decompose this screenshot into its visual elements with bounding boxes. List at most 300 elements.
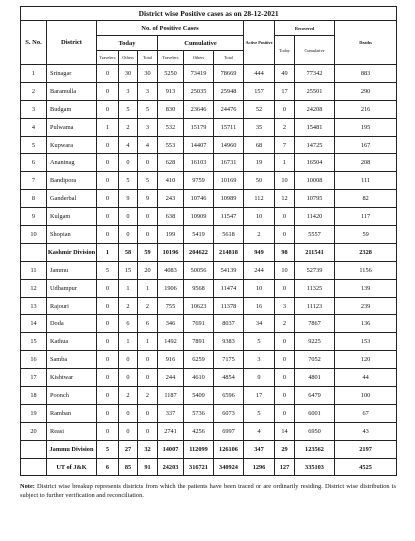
recovered-cumulative-cell: 11123 bbox=[295, 297, 335, 315]
cum-others-cell: 10909 bbox=[184, 208, 214, 226]
sno-cell: 7 bbox=[21, 172, 47, 190]
recovered-today-cell: 2 bbox=[275, 315, 295, 333]
today-total-cell: 9 bbox=[138, 190, 158, 208]
today-others-cell: 0 bbox=[119, 351, 138, 369]
table-title: District wise Positive cases as on 28-12-2021 bbox=[21, 7, 397, 21]
today-travelers-cell: 0 bbox=[97, 297, 119, 315]
cum-total-cell: 126106 bbox=[214, 440, 244, 458]
sno-cell: 4 bbox=[21, 118, 47, 136]
recovered-today-cell: 3 bbox=[275, 297, 295, 315]
recovered-today-cell: 29 bbox=[275, 440, 295, 458]
cum-others-cell: 7691 bbox=[184, 315, 214, 333]
cum-total-cell: 214818 bbox=[214, 243, 244, 261]
cum-others-cell: 204622 bbox=[184, 243, 214, 261]
today-others-cell: 2 bbox=[119, 118, 138, 136]
district-cell: Baramulla bbox=[47, 82, 97, 100]
recovered-today-cell: 1 bbox=[275, 154, 295, 172]
deaths-cell: 100 bbox=[335, 387, 397, 405]
recovered-today-cell: 10 bbox=[275, 172, 295, 190]
table-row bbox=[21, 226, 397, 244]
active-cell: 68 bbox=[244, 136, 275, 154]
recovered-cumulative-cell: 211541 bbox=[295, 243, 335, 261]
cum-total-cell: 6997 bbox=[214, 422, 244, 440]
sno-cell: 10 bbox=[21, 226, 47, 244]
today-travelers-cell: 0 bbox=[97, 136, 119, 154]
district-cell: Kulgam bbox=[47, 208, 97, 226]
cum-travelers-cell: 337 bbox=[158, 404, 184, 422]
today-travelers-cell: 0 bbox=[97, 190, 119, 208]
deaths-cell: 2197 bbox=[335, 440, 397, 458]
active-cell: 50 bbox=[244, 172, 275, 190]
cum-travelers-cell: 4083 bbox=[158, 261, 184, 279]
sno-cell: 3 bbox=[21, 100, 47, 118]
recovered-cumulative-cell: 6479 bbox=[295, 387, 335, 405]
cum-total-cell: 15711 bbox=[214, 118, 244, 136]
today-travelers-cell: 0 bbox=[97, 208, 119, 226]
today-total-cell: 1 bbox=[138, 279, 158, 297]
table-row bbox=[21, 387, 397, 405]
header-today-total: Total bbox=[138, 51, 158, 65]
recovered-cumulative-cell: 5557 bbox=[295, 226, 335, 244]
recovered-cumulative-cell: 15481 bbox=[295, 118, 335, 136]
cum-travelers-cell: 2741 bbox=[158, 422, 184, 440]
recovered-today-cell: 17 bbox=[275, 82, 295, 100]
active-cell: 17 bbox=[244, 387, 275, 405]
cum-travelers-cell: 346 bbox=[158, 315, 184, 333]
cum-others-cell: 50056 bbox=[184, 261, 214, 279]
header-recovered-cumulative: Cumulative bbox=[295, 36, 335, 65]
header-today-travelers: Travelers bbox=[97, 51, 119, 65]
recovered-cumulative-cell: 16504 bbox=[295, 154, 335, 172]
today-total-cell: 5 bbox=[138, 100, 158, 118]
district-cell: Kathua bbox=[47, 333, 97, 351]
recovered-cumulative-cell: 7867 bbox=[295, 315, 335, 333]
cum-total-cell: 6073 bbox=[214, 404, 244, 422]
active-cell: 4 bbox=[244, 422, 275, 440]
sno-cell: 17 bbox=[21, 369, 47, 387]
deaths-cell: 208 bbox=[335, 154, 397, 172]
today-travelers-cell: 0 bbox=[97, 172, 119, 190]
table-row bbox=[21, 190, 397, 208]
deaths-cell: 239 bbox=[335, 297, 397, 315]
sno-cell bbox=[21, 440, 47, 458]
cum-others-cell: 5736 bbox=[184, 404, 214, 422]
cum-others-cell: 15179 bbox=[184, 118, 214, 136]
cum-travelers-cell: 410 bbox=[158, 172, 184, 190]
cum-total-cell: 5618 bbox=[214, 226, 244, 244]
district-cell: Kishtwar bbox=[47, 369, 97, 387]
cum-total-cell: 14960 bbox=[214, 136, 244, 154]
recovered-today-cell: 0 bbox=[275, 369, 295, 387]
cum-total-cell: 8037 bbox=[214, 315, 244, 333]
today-travelers-cell: 0 bbox=[97, 315, 119, 333]
grand-total-row bbox=[21, 458, 397, 476]
active-cell: 5 bbox=[244, 404, 275, 422]
recovered-cumulative-cell: 24208 bbox=[295, 100, 335, 118]
deaths-cell: 117 bbox=[335, 208, 397, 226]
table-row bbox=[21, 297, 397, 315]
division-total-row bbox=[21, 440, 397, 458]
sno-cell: 16 bbox=[21, 351, 47, 369]
cum-travelers-cell: 532 bbox=[158, 118, 184, 136]
recovered-cumulative-cell: 9225 bbox=[295, 333, 335, 351]
district-cell: Doda bbox=[47, 315, 97, 333]
today-travelers-cell: 0 bbox=[97, 351, 119, 369]
recovered-today-cell: 0 bbox=[275, 279, 295, 297]
deaths-cell: 82 bbox=[335, 190, 397, 208]
cum-others-cell: 10623 bbox=[184, 297, 214, 315]
cum-others-cell: 25035 bbox=[184, 82, 214, 100]
cum-travelers-cell: 553 bbox=[158, 136, 184, 154]
today-others-cell: 58 bbox=[119, 243, 138, 261]
today-travelers-cell: 0 bbox=[97, 404, 119, 422]
active-cell: 52 bbox=[244, 100, 275, 118]
district-cell: Anantnag bbox=[47, 154, 97, 172]
cum-total-cell: 78669 bbox=[214, 65, 244, 83]
deaths-cell: 1156 bbox=[335, 261, 397, 279]
today-travelers-cell: 0 bbox=[97, 226, 119, 244]
today-total-cell: 4 bbox=[138, 136, 158, 154]
today-travelers-cell: 1 bbox=[97, 243, 119, 261]
recovered-today-cell: 0 bbox=[275, 100, 295, 118]
active-cell: 3 bbox=[244, 351, 275, 369]
header-deaths: Deaths bbox=[335, 21, 397, 65]
today-others-cell: 27 bbox=[119, 440, 138, 458]
cum-total-cell: 4854 bbox=[214, 369, 244, 387]
today-travelers-cell: 0 bbox=[97, 387, 119, 405]
cum-total-cell: 10169 bbox=[214, 172, 244, 190]
sno-cell: 8 bbox=[21, 190, 47, 208]
cum-others-cell: 9568 bbox=[184, 279, 214, 297]
table-row bbox=[21, 65, 397, 83]
deaths-cell: 195 bbox=[335, 118, 397, 136]
today-total-cell: 0 bbox=[138, 369, 158, 387]
cum-total-cell: 54139 bbox=[214, 261, 244, 279]
deaths-cell: 139 bbox=[335, 279, 397, 297]
table-row bbox=[21, 261, 397, 279]
today-total-cell: 0 bbox=[138, 404, 158, 422]
today-travelers-cell: 0 bbox=[97, 422, 119, 440]
today-total-cell: 30 bbox=[138, 65, 158, 83]
cum-travelers-cell: 5250 bbox=[158, 65, 184, 83]
recovered-today-cell: 0 bbox=[275, 208, 295, 226]
cum-travelers-cell: 10196 bbox=[158, 243, 184, 261]
cum-others-cell: 16103 bbox=[184, 154, 214, 172]
header-sno: S. No. bbox=[21, 21, 47, 65]
deaths-cell: 153 bbox=[335, 333, 397, 351]
today-total-cell: 32 bbox=[138, 440, 158, 458]
today-total-cell: 20 bbox=[138, 261, 158, 279]
header-cumulative: Cumulative bbox=[158, 36, 244, 51]
cum-travelers-cell: 913 bbox=[158, 82, 184, 100]
sno-cell: 18 bbox=[21, 387, 47, 405]
cum-travelers-cell: 24203 bbox=[158, 458, 184, 476]
today-total-cell: 1 bbox=[138, 333, 158, 351]
deaths-cell: 44 bbox=[335, 369, 397, 387]
district-cell: Srinagar bbox=[47, 65, 97, 83]
cum-others-cell: 14407 bbox=[184, 136, 214, 154]
cum-total-cell: 7175 bbox=[214, 351, 244, 369]
today-travelers-cell: 0 bbox=[97, 369, 119, 387]
cum-others-cell: 5409 bbox=[184, 387, 214, 405]
sno-cell: 12 bbox=[21, 279, 47, 297]
cum-total-cell: 11378 bbox=[214, 297, 244, 315]
cum-others-cell: 10746 bbox=[184, 190, 214, 208]
sno-cell: 5 bbox=[21, 136, 47, 154]
today-others-cell: 0 bbox=[119, 226, 138, 244]
cum-travelers-cell: 199 bbox=[158, 226, 184, 244]
recovered-cumulative-cell: 4801 bbox=[295, 369, 335, 387]
today-travelers-cell: 1 bbox=[97, 118, 119, 136]
today-others-cell: 85 bbox=[119, 458, 138, 476]
recovered-today-cell: 2 bbox=[275, 118, 295, 136]
recovered-today-cell: 0 bbox=[275, 387, 295, 405]
recovered-cumulative-cell: 52739 bbox=[295, 261, 335, 279]
recovered-cumulative-cell: 14725 bbox=[295, 136, 335, 154]
cum-travelers-cell: 638 bbox=[158, 208, 184, 226]
today-others-cell: 6 bbox=[119, 315, 138, 333]
sno-cell: 9 bbox=[21, 208, 47, 226]
recovered-today-cell: 98 bbox=[275, 243, 295, 261]
today-total-cell: 3 bbox=[138, 82, 158, 100]
district-cell: Poonch bbox=[47, 387, 97, 405]
recovered-today-cell: 10 bbox=[275, 261, 295, 279]
header-today-others: Others bbox=[119, 51, 138, 65]
today-total-cell: 3 bbox=[138, 118, 158, 136]
recovered-cumulative-cell: 11325 bbox=[295, 279, 335, 297]
recovered-cumulative-cell: 25501 bbox=[295, 82, 335, 100]
header-recovered: Recovered bbox=[275, 21, 335, 36]
recovered-today-cell: 0 bbox=[275, 404, 295, 422]
today-total-cell: 0 bbox=[138, 351, 158, 369]
table-row bbox=[21, 404, 397, 422]
cum-travelers-cell: 14007 bbox=[158, 440, 184, 458]
cum-others-cell: 112099 bbox=[184, 440, 214, 458]
district-cell: Rajouri bbox=[47, 297, 97, 315]
today-others-cell: 4 bbox=[119, 136, 138, 154]
cum-travelers-cell: 755 bbox=[158, 297, 184, 315]
recovered-cumulative-cell: 77342 bbox=[295, 65, 335, 83]
today-travelers-cell: 0 bbox=[97, 154, 119, 172]
table-row bbox=[21, 136, 397, 154]
today-others-cell: 30 bbox=[119, 65, 138, 83]
sno-cell bbox=[21, 243, 47, 261]
recovered-today-cell: 12 bbox=[275, 190, 295, 208]
header-recovered-today: Today bbox=[275, 36, 295, 65]
cum-travelers-cell: 1906 bbox=[158, 279, 184, 297]
deaths-cell: 4525 bbox=[335, 458, 397, 476]
table-row bbox=[21, 172, 397, 190]
cum-others-cell: 4610 bbox=[184, 369, 214, 387]
today-total-cell: 2 bbox=[138, 387, 158, 405]
note-label: Note: bbox=[20, 483, 35, 491]
today-travelers-cell: 5 bbox=[97, 261, 119, 279]
today-others-cell: 0 bbox=[119, 422, 138, 440]
division-total-row bbox=[21, 243, 397, 261]
recovered-today-cell: 14 bbox=[275, 422, 295, 440]
active-cell: 244 bbox=[244, 261, 275, 279]
active-cell: 19 bbox=[244, 154, 275, 172]
today-others-cell: 2 bbox=[119, 387, 138, 405]
footnote bbox=[20, 483, 396, 499]
table-row bbox=[21, 208, 397, 226]
cum-others-cell: 5419 bbox=[184, 226, 214, 244]
today-others-cell: 15 bbox=[119, 261, 138, 279]
cum-total-cell: 340924 bbox=[214, 458, 244, 476]
district-cell: Ramban bbox=[47, 404, 97, 422]
today-total-cell: 0 bbox=[138, 154, 158, 172]
district-cell: Jammu bbox=[47, 261, 97, 279]
cum-others-cell: 4256 bbox=[184, 422, 214, 440]
cum-travelers-cell: 916 bbox=[158, 351, 184, 369]
cum-total-cell: 6596 bbox=[214, 387, 244, 405]
recovered-today-cell: 127 bbox=[275, 458, 295, 476]
cum-travelers-cell: 244 bbox=[158, 369, 184, 387]
active-cell: 444 bbox=[244, 65, 275, 83]
cum-total-cell: 9383 bbox=[214, 333, 244, 351]
recovered-cumulative-cell: 6950 bbox=[295, 422, 335, 440]
today-travelers-cell: 5 bbox=[97, 440, 119, 458]
cum-total-cell: 11547 bbox=[214, 208, 244, 226]
active-cell: 112 bbox=[244, 190, 275, 208]
active-cell: 35 bbox=[244, 118, 275, 136]
active-cell: 9 bbox=[244, 369, 275, 387]
cum-others-cell: 73419 bbox=[184, 65, 214, 83]
cum-travelers-cell: 1187 bbox=[158, 387, 184, 405]
deaths-cell: 167 bbox=[335, 136, 397, 154]
district-cell: Ganderbal bbox=[47, 190, 97, 208]
today-total-cell: 91 bbox=[138, 458, 158, 476]
recovered-today-cell: 0 bbox=[275, 351, 295, 369]
header-positive-cases: No. of Positive Cases bbox=[97, 21, 244, 36]
district-cell: Kashmir Division bbox=[47, 243, 97, 261]
today-travelers-cell: 0 bbox=[97, 333, 119, 351]
today-others-cell: 1 bbox=[119, 279, 138, 297]
cum-others-cell: 9759 bbox=[184, 172, 214, 190]
sno-cell: 14 bbox=[21, 315, 47, 333]
today-travelers-cell: 0 bbox=[97, 82, 119, 100]
today-others-cell: 0 bbox=[119, 404, 138, 422]
recovered-today-cell: 7 bbox=[275, 136, 295, 154]
active-cell: 1296 bbox=[244, 458, 275, 476]
sno-cell: 13 bbox=[21, 297, 47, 315]
table-row bbox=[21, 333, 397, 351]
cum-others-cell: 23646 bbox=[184, 100, 214, 118]
table-row bbox=[21, 315, 397, 333]
cum-others-cell: 316721 bbox=[184, 458, 214, 476]
table-row bbox=[21, 118, 397, 136]
sno-cell: 6 bbox=[21, 154, 47, 172]
table-row bbox=[21, 100, 397, 118]
today-total-cell: 0 bbox=[138, 422, 158, 440]
cum-total-cell: 25948 bbox=[214, 82, 244, 100]
sno-cell: 11 bbox=[21, 261, 47, 279]
deaths-cell: 59 bbox=[335, 226, 397, 244]
table-row bbox=[21, 154, 397, 172]
deaths-cell: 883 bbox=[335, 65, 397, 83]
sno-cell: 19 bbox=[21, 404, 47, 422]
table-row bbox=[21, 279, 397, 297]
table-row bbox=[21, 351, 397, 369]
district-cell: Reasi bbox=[47, 422, 97, 440]
recovered-cumulative-cell: 6001 bbox=[295, 404, 335, 422]
district-cases-table bbox=[20, 6, 397, 476]
deaths-cell: 136 bbox=[335, 315, 397, 333]
district-cell: Udhampur bbox=[47, 279, 97, 297]
today-others-cell: 2 bbox=[119, 297, 138, 315]
today-others-cell: 5 bbox=[119, 100, 138, 118]
deaths-cell: 67 bbox=[335, 404, 397, 422]
cum-others-cell: 6259 bbox=[184, 351, 214, 369]
header-cum-others: Others bbox=[184, 51, 214, 65]
district-cell: Budgam bbox=[47, 100, 97, 118]
recovered-cumulative-cell: 7052 bbox=[295, 351, 335, 369]
today-total-cell: 6 bbox=[138, 315, 158, 333]
today-travelers-cell: 6 bbox=[97, 458, 119, 476]
cum-total-cell: 10989 bbox=[214, 190, 244, 208]
cum-total-cell: 24476 bbox=[214, 100, 244, 118]
today-others-cell: 1 bbox=[119, 333, 138, 351]
active-cell: 2 bbox=[244, 226, 275, 244]
header-cum-travelers: Travelers bbox=[158, 51, 184, 65]
header-active-positive: Active Positive bbox=[244, 21, 275, 65]
deaths-cell: 216 bbox=[335, 100, 397, 118]
district-cell: Kupwara bbox=[47, 136, 97, 154]
recovered-today-cell: 0 bbox=[275, 226, 295, 244]
today-others-cell: 0 bbox=[119, 154, 138, 172]
today-total-cell: 5 bbox=[138, 172, 158, 190]
table-row bbox=[21, 369, 397, 387]
today-total-cell: 0 bbox=[138, 226, 158, 244]
active-cell: 157 bbox=[244, 82, 275, 100]
district-cell: Bandipora bbox=[47, 172, 97, 190]
header-today: Today bbox=[97, 36, 158, 51]
today-total-cell: 59 bbox=[138, 243, 158, 261]
active-cell: 10 bbox=[244, 279, 275, 297]
today-others-cell: 0 bbox=[119, 369, 138, 387]
recovered-cumulative-cell: 123562 bbox=[295, 440, 335, 458]
recovered-cumulative-cell: 11420 bbox=[295, 208, 335, 226]
deaths-cell: 111 bbox=[335, 172, 397, 190]
active-cell: 347 bbox=[244, 440, 275, 458]
district-cell: Samba bbox=[47, 351, 97, 369]
active-cell: 949 bbox=[244, 243, 275, 261]
active-cell: 10 bbox=[244, 208, 275, 226]
today-others-cell: 0 bbox=[119, 208, 138, 226]
recovered-cumulative-cell: 10008 bbox=[295, 172, 335, 190]
today-others-cell: 5 bbox=[119, 172, 138, 190]
today-total-cell: 2 bbox=[138, 297, 158, 315]
today-travelers-cell: 0 bbox=[97, 100, 119, 118]
sno-cell: 15 bbox=[21, 333, 47, 351]
deaths-cell: 43 bbox=[335, 422, 397, 440]
cum-total-cell: 11474 bbox=[214, 279, 244, 297]
cum-travelers-cell: 1492 bbox=[158, 333, 184, 351]
cum-travelers-cell: 243 bbox=[158, 190, 184, 208]
table-body bbox=[21, 65, 397, 476]
deaths-cell: 120 bbox=[335, 351, 397, 369]
active-cell: 34 bbox=[244, 315, 275, 333]
sno-cell: 2 bbox=[21, 82, 47, 100]
deaths-cell: 290 bbox=[335, 82, 397, 100]
today-travelers-cell: 0 bbox=[97, 279, 119, 297]
district-cell: Pulwama bbox=[47, 118, 97, 136]
cum-travelers-cell: 830 bbox=[158, 100, 184, 118]
today-others-cell: 3 bbox=[119, 82, 138, 100]
today-total-cell: 0 bbox=[138, 208, 158, 226]
cum-others-cell: 7891 bbox=[184, 333, 214, 351]
recovered-today-cell: 49 bbox=[275, 65, 295, 83]
